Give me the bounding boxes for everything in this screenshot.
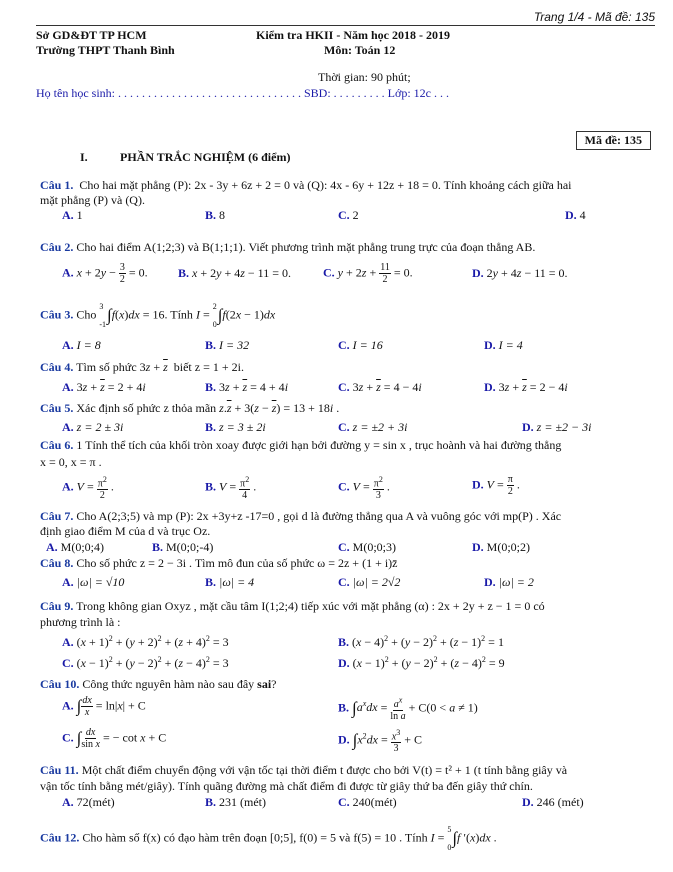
q1-option-a[interactable]: A. 1 — [62, 208, 83, 222]
q10-option-b[interactable]: B. $\int a^xdx$ = $\frac{a^x}{\text{ln a}}$ + C(0 < a ≠ 1) — [338, 696, 478, 723]
q1-option-b[interactable]: B. 8 — [205, 208, 226, 222]
q5-option-b[interactable]: B. z = 3 ± 2i — [205, 420, 266, 434]
q9-option-d[interactable]: D. $(x - 1)^2 + (y - 2)^2 + (z - 4)^2 = 9$ — [338, 655, 505, 670]
q3-option-b[interactable]: B. I = 32 — [205, 338, 250, 352]
q3-option-a[interactable]: A. I = 8 — [62, 338, 101, 352]
q11-option-b[interactable]: B. 231 (mét) — [205, 795, 267, 809]
q8-option-c[interactable]: C. |ω| = 2√2 — [338, 575, 401, 589]
exam-duration: Thời gian: 90 phút; — [318, 70, 411, 84]
q4-option-d[interactable]: D. $3z + \overline{z} = 2 - 4i$ — [484, 380, 568, 394]
q10-option-d[interactable]: D. $\int x^2dx$ = $\frac{x^3}{3}$ + C — [338, 728, 423, 755]
q7-option-a[interactable]: A. M(0;0;4) — [46, 540, 105, 554]
q5-option-c[interactable]: C. z = ±2 + 3i — [338, 420, 408, 434]
q11-option-d[interactable]: D. 246 (mét) — [522, 795, 584, 809]
q6-option-a[interactable]: A. V = $\frac{\pi^2}{2}$ . — [62, 475, 114, 502]
q7-option-b[interactable]: B. M(0;0;-4) — [152, 540, 214, 554]
page-number-header: Trang 1/4 - Mã đề: 135 — [533, 10, 655, 24]
school-name: Trường THPT Thanh Bình — [36, 43, 175, 57]
exam-title: Kiểm tra HKII - Năm học 2018 - 2019 — [256, 28, 450, 42]
question-7: Câu 7. Cho A(2;3;5) và mp (P): 2x +3y+z -17=0 , gọi d là đường thẳng qua A và vuông góc với mp(P) . Xác — [40, 509, 562, 523]
question-2: Câu 2. Cho hai điểm A(1;2;3) và B(1;1;1). Viết phương trình mặt phẳng trung trực của đoạn thẳng AB. — [40, 240, 536, 254]
question-9: Câu 9. Trong không gian Oxyz , mặt cầu tâm I(1;2;4) tiếp xúc với mặt phẳng (α) : 2x + 2y + z − 1 = 0 có — [40, 599, 545, 613]
q2-option-d[interactable]: D. 2y + 4z − 11 = 0. — [472, 266, 568, 280]
q4-option-b[interactable]: B. $3z + \overline{z} = 4 + 4i$ — [205, 380, 289, 394]
department-name: Sở GD&ĐT TP HCM — [36, 28, 147, 42]
q8-option-b[interactable]: B. |ω| = 4 — [205, 575, 255, 589]
q7-option-c[interactable]: C. M(0;0;3) — [338, 540, 397, 554]
header-rule — [36, 25, 655, 26]
q8-option-a[interactable]: A. |ω| = √10 — [62, 575, 125, 589]
subject-name: Môn: Toán 12 — [324, 43, 396, 57]
question-12: Câu 12. Cho hàm số f(x) có đạo hàm trên đoạn [0;5], f(0) = 5 và f(5) = 10 . Tính I = 5 0 ∫f ′(x)dx . — [40, 825, 497, 852]
question-3: Câu 3. Cho 3 -1 ∫f(x)dx = 16. Tính I = 2 0 ∫f(2x − 1)dx — [40, 302, 276, 329]
question-11: Câu 11. Một chất điểm chuyển động với vận tốc tại thời điểm t được cho bởi V(t) = t² + 1 (t tính bằng giây và — [40, 763, 568, 777]
q5-option-d[interactable]: D. z = ±2 − 3i — [522, 420, 592, 434]
question-4: Câu 4. Tìm số phức $3z + \overline{z}$ biết z = 1 + 2i. — [40, 360, 244, 374]
exam-code-box: Mã đề: 135 — [576, 131, 651, 150]
section-title: PHẦN TRẮC NGHIỆM (6 điểm) — [120, 150, 291, 164]
question-5: Câu 5. Xác định số phức z thỏa mãn $z.\overline{z} + 3(z - \overline{z}) = 13 + 18i$ . — [40, 401, 340, 415]
q11-option-c[interactable]: C. 240(mét) — [338, 795, 397, 809]
q2-option-a[interactable]: A. x + 2y − $\frac{3}{2}$ = 0. — [62, 262, 148, 285]
q3-option-d[interactable]: D. I = 4 — [484, 338, 523, 352]
q5-option-a[interactable]: A. z = 2 ± 3i — [62, 420, 124, 434]
q11-option-a[interactable]: A. 72(mét) — [62, 795, 115, 809]
student-info-line: Họ tên học sinh: . . . . . . . . . . . . . . . . . . . . . . . . . . . . . . . SBD: . . . . . . . . . Lớp: 12c . . . — [36, 86, 450, 100]
q4-option-a[interactable]: A. $3z + \overline{z} = 2 + 4i$ — [62, 380, 146, 394]
question-1-line2: mặt phẳng (P) và (Q). — [40, 193, 145, 207]
question-11-line2: vận tốc tính bằng mét/giây). Tính quãng đường mà chất điểm đi được từ giây thứ ba đến giây thứ chín. — [40, 779, 533, 793]
q9-option-b[interactable]: B. $(x - 4)^2 + (y - 2)^2 + (z - 1)^2 = 1$ — [338, 634, 504, 649]
question-7-line2: định giao điểm M của d và trục Oz. — [40, 524, 211, 538]
q7-option-d[interactable]: D. M(0;0;2) — [472, 540, 531, 554]
q6-option-b[interactable]: B. V = $\frac{\pi^2}{4}$ . — [205, 475, 257, 502]
q9-option-a[interactable]: A. $(x + 1)^2 + (y + 2)^2 + (z + 4)^2 = 3$ — [62, 634, 229, 649]
q6-option-c[interactable]: C. V = $\frac{\pi^2}{3}$ . — [338, 475, 390, 502]
question-6: Câu 6. 1 Tính thể tích của khối tròn xoay được giới hạn bởi đường y = sin x , trục hoành và hai đường thẳng — [40, 438, 562, 452]
q3-option-c[interactable]: C. I = 16 — [338, 338, 383, 352]
q1-option-d[interactable]: D. 4 — [565, 208, 586, 222]
q1-option-c[interactable]: C. 2 — [338, 208, 359, 222]
q4-option-c[interactable]: C. $3z + \overline{z} = 4 - 4i$ — [338, 380, 422, 394]
question-10: Câu 10. Công thức nguyên hàm nào sau đây sai? — [40, 677, 277, 691]
q8-option-d[interactable]: D. |ω| = 2 — [484, 575, 534, 589]
question-1: Câu 1. Cho hai mặt phẳng (P): 2x - 3y + 6z + 2 = 0 và (Q): 4x - 6y + 12z + 18 = 0. Tính khoảng cách giữa hai — [40, 178, 572, 192]
q2-option-c[interactable]: C. y + 2z + $\frac{11}{2}$ = 0. — [323, 262, 413, 285]
q2-option-b[interactable]: B. x + 2y + 4z − 11 = 0. — [178, 266, 291, 280]
q10-option-a[interactable]: A. ∫ $\frac{dx}{x}$ = ln|x| + C — [62, 695, 146, 718]
q9-option-c[interactable]: C. $(x - 1)^2 + (y - 2)^2 + (z - 4)^2 = 3$ — [62, 655, 229, 670]
question-9-line2: phương trình là : — [40, 615, 121, 629]
question-8: Câu 8. Cho số phức z = 2 − 3i . Tìm mô đun của số phức ω = 2z + (1 + i)z̄ — [40, 556, 398, 570]
q10-option-c[interactable]: C. ∫ $\frac{dx}{\text{sin x}}$ = − cot x + C — [62, 727, 167, 750]
q6-option-d[interactable]: D. V = $\frac{\pi}{2}$ . — [472, 474, 520, 497]
question-6-line2: x = 0, x = π . — [40, 455, 102, 469]
section-number: I. — [80, 150, 88, 164]
